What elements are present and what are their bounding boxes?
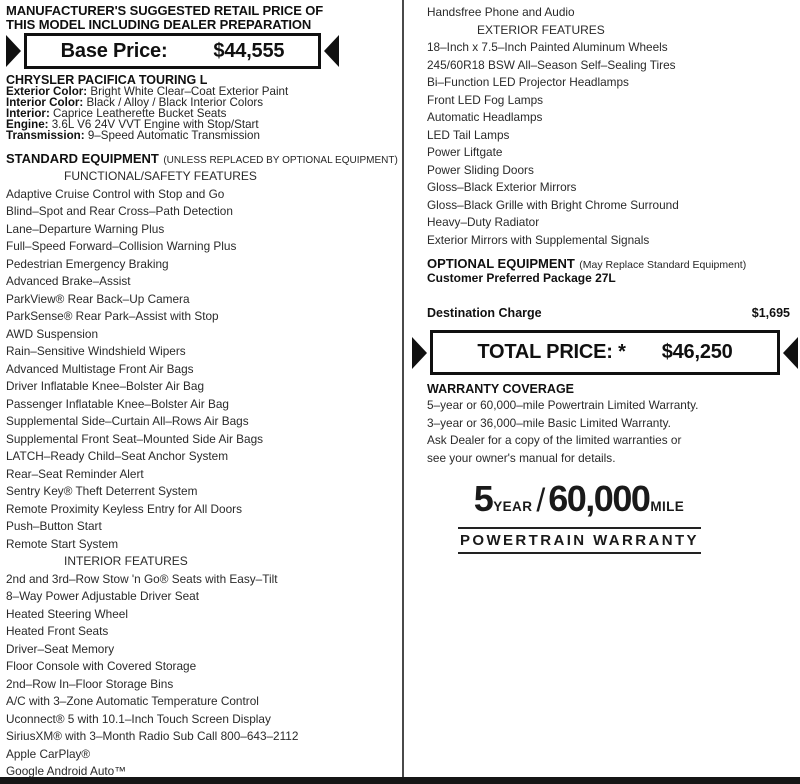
feature-item: Adaptive Cruise Control with Stop and Go [6, 186, 225, 201]
warranty-line: 5–year or 60,000–mile Powertrain Limited Warranty. [427, 398, 699, 412]
feature-item: ParkSense® Rear Park–Assist with Stop [6, 309, 219, 323]
standard-equipment-header [6, 152, 398, 167]
feature-item: Sentry Key® Theft Deterrent System [6, 484, 198, 498]
column-divider [402, 0, 404, 777]
feature-item: Full–Speed Forward–Collision Warning Plus [6, 239, 237, 253]
spec-value: Bright White Clear–Coat Exterior Paint [90, 85, 289, 98]
spec-label: Engine: [6, 118, 52, 131]
total-price-label: TOTAL PRICE: * [477, 341, 626, 363]
vehicle-model-name: CHRYSLER PACIFICA TOURING L [6, 73, 208, 87]
feature-item: Pedestrian Emergency Braking [6, 256, 169, 271]
feature-item: Handsfree Phone and Audio [427, 5, 575, 19]
warranty-line: Ask Dealer for a copy of the limited warranties or [427, 433, 682, 447]
base-price-label: Base Price: [60, 39, 168, 62]
section-heading: FUNCTIONAL/SAFETY FEATURES [64, 169, 257, 183]
warranty-line: see your owner's manual for details. [427, 450, 616, 465]
feature-item: 2nd and 3rd–Row Stow 'n Go® Seats with Easy–Tilt [6, 571, 278, 586]
spec-label: Interior Color: [6, 96, 87, 109]
customer-preferred-package: Customer Preferred Package 27L [427, 271, 616, 285]
feature-item: Supplemental Side–Curtain All–Rows Air Bags [6, 414, 249, 428]
total-price-value: $46,250 [661, 341, 733, 363]
feature-item: Supplemental Front Seat–Mounted Side Air Bags [6, 431, 264, 446]
warranty-miles-value: 60,000 [548, 478, 650, 519]
feature-item: Rear–Seat Reminder Alert [6, 466, 144, 481]
feature-item: Gloss–Black Grille with Bright Chrome Surround [427, 197, 679, 212]
feature-item: Heated Steering Wheel [6, 606, 128, 621]
spec-value: 9–Speed Automatic Transmission [87, 129, 260, 142]
base-price-banner [6, 33, 339, 69]
feature-item: Push–Button Start [6, 519, 102, 533]
feature-item: Uconnect® 5 with 10.1–Inch Touch Screen Display [6, 711, 271, 726]
left-pointing-triangle-icon [324, 35, 339, 67]
optional-equipment-qualifier: (May Replace Standard Equipment) [579, 259, 747, 271]
warranty-section [412, 383, 798, 554]
msrp-header-line1: MANUFACTURER'S SUGGESTED RETAIL PRICE OF [6, 3, 324, 18]
optional-equipment-header [427, 257, 798, 272]
feature-item: 2nd–Row In–Floor Storage Bins [6, 676, 174, 691]
msrp-header [6, 4, 398, 31]
feature-item: Bi–Function LED Projector Headlamps [427, 75, 629, 89]
feature-item: 245/60R18 BSW All–Season Self–Sealing Tires [427, 57, 676, 72]
feature-item: ParkView® Rear Back–Up Camera [6, 291, 190, 306]
right-pointing-triangle-icon [412, 337, 427, 369]
powertrain-warranty-badge [458, 478, 701, 554]
spec-line [6, 130, 398, 141]
feature-item: AWD Suspension [6, 326, 99, 341]
destination-charge-value: $1,695 [751, 306, 790, 320]
feature-item: A/C with 3–Zone Automatic Temperature Control [6, 694, 259, 708]
total-price-box [430, 330, 780, 375]
standard-equipment-qualifier: (UNLESS REPLACED BY OPTIONAL EQUIPMENT) [163, 155, 398, 166]
warranty-years-unit: YEAR [493, 499, 533, 514]
warranty-badge-figures [458, 478, 701, 524]
right-column [412, 0, 798, 554]
base-price-value: $44,555 [213, 39, 285, 62]
warranty-coverage-lines [427, 397, 798, 467]
msrp-header-line2: THIS MODEL INCLUDING DEALER PREPARATION [6, 16, 312, 32]
right-column-content [412, 4, 798, 320]
section-heading: EXTERIOR FEATURES [477, 22, 605, 37]
vehicle-specs [6, 86, 398, 141]
base-price-box [24, 33, 321, 69]
feature-item: Blind–Spot and Rear Cross–Path Detection [6, 204, 233, 218]
interior-carryover-list [427, 4, 798, 22]
feature-item: Front LED Fog Lamps [427, 92, 544, 107]
optional-equipment-title: OPTIONAL EQUIPMENT [427, 256, 575, 271]
feature-item: Google Android Auto™ [6, 764, 127, 778]
standard-equipment-title: STANDARD EQUIPMENT [6, 151, 159, 166]
slash-separator: / [536, 482, 546, 518]
feature-item: Power Liftgate [427, 145, 503, 159]
feature-item: Lane–Departure Warning Plus [6, 221, 165, 236]
left-column [6, 4, 398, 781]
exterior-features-list [427, 22, 798, 250]
spec-label: Transmission: [6, 129, 88, 142]
warranty-years-value: 5 [473, 478, 493, 519]
feature-item: LED Tail Lamps [427, 127, 510, 142]
feature-item: Passenger Inflatable Knee–Bolster Air Bag [6, 396, 229, 411]
feature-item: Exterior Mirrors with Supplemental Signals [427, 232, 650, 247]
feature-item: Floor Console with Covered Storage [6, 659, 197, 673]
feature-item: Heavy–Duty Radiator [427, 215, 540, 229]
warranty-miles-unit: MILE [650, 499, 685, 514]
spec-label: Exterior Color: [6, 85, 91, 98]
feature-item: Remote Start System [6, 536, 119, 551]
feature-item: Driver Inflatable Knee–Bolster Air Bag [6, 379, 205, 393]
feature-item: 18–Inch x 7.5–Inch Painted Aluminum Wheels [427, 40, 668, 54]
feature-item: Gloss–Black Exterior Mirrors [427, 180, 577, 194]
section-heading: INTERIOR FEATURES [64, 554, 188, 568]
feature-item: Heated Front Seats [6, 624, 109, 638]
feature-item: SiriusXM® with 3–Month Radio Sub Call 800–643–2112 [6, 729, 299, 743]
warranty-line: 3–year or 36,000–mile Basic Limited Warranty. [427, 415, 671, 430]
destination-charge-label: Destination Charge [427, 306, 542, 320]
feature-item: Rain–Sensitive Windshield Wipers [6, 344, 186, 358]
right-pointing-triangle-icon [6, 35, 21, 67]
spec-value: Caprice Leatherette Bucket Seats [53, 107, 227, 120]
standard-equipment-list [6, 168, 398, 781]
feature-item: Driver–Seat Memory [6, 641, 115, 656]
feature-item: 8–Way Power Adjustable Driver Seat [6, 589, 199, 603]
left-pointing-triangle-icon [783, 337, 798, 369]
feature-item: Advanced Multistage Front Air Bags [6, 361, 194, 376]
spec-label: Interior: [6, 107, 54, 120]
feature-item: LATCH–Ready Child–Seat Anchor System [6, 449, 229, 463]
feature-item: Advanced Brake–Assist [6, 274, 131, 288]
spec-value: 3.6L V6 24V VVT Engine with Stop/Start [51, 118, 259, 131]
feature-item: Automatic Headlamps [427, 110, 543, 124]
feature-item: Remote Proximity Keyless Entry for All Doors [6, 501, 243, 516]
spec-value: Black / Alloy / Black Interior Colors [86, 96, 264, 109]
warranty-badge-caption: POWERTRAIN WARRANTY [458, 527, 701, 554]
total-price-banner [412, 330, 798, 375]
feature-item: Apple CarPlay® [6, 746, 91, 761]
warranty-coverage-title: WARRANTY COVERAGE [427, 382, 575, 396]
feature-item: Power Sliding Doors [427, 162, 534, 177]
destination-charge-row [427, 307, 798, 320]
